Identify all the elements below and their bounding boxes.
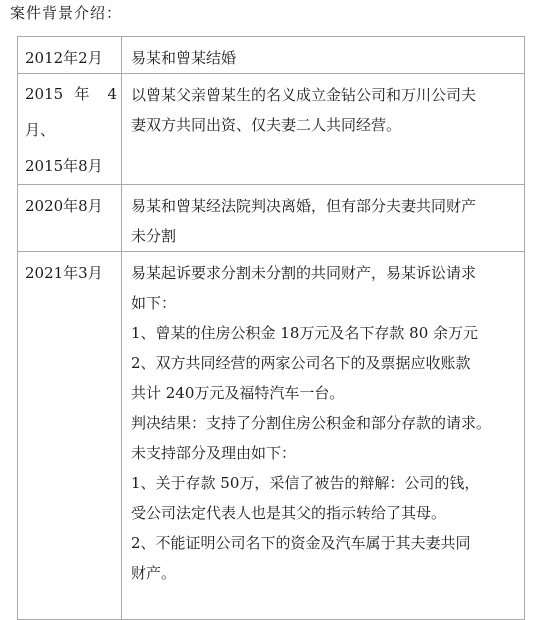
table-row: [18, 252, 525, 620]
description-text: 共计 240万元及福特汽车一台。: [131, 384, 345, 402]
date-text: 2015年8月: [25, 157, 103, 175]
description-cell: [122, 252, 525, 620]
date-cell: [18, 185, 122, 252]
table-row: [18, 185, 525, 252]
description-text: 妻双方共同出资、仅夫妻二人共同经营。: [131, 116, 402, 134]
date-cell: [18, 37, 122, 74]
date-text: 2015 年 4: [25, 85, 117, 103]
description-text: 以曾某父亲曾某生的名义成立金钻公司和万川公司夫: [131, 86, 477, 104]
description-text: 未分割: [131, 227, 177, 245]
description-text: 如下：: [131, 294, 177, 312]
description-cell: [122, 37, 525, 74]
case-timeline-table: [17, 36, 525, 620]
description-text: 易某和曾某结婚: [131, 49, 237, 67]
date-text: 2012年2月: [25, 49, 103, 67]
description-text: 受公司法定代表人也是其父的指示转给了其母。: [131, 504, 447, 522]
table-row: [18, 74, 525, 185]
date-text: 2021年3月: [25, 264, 103, 282]
description-text: 财产。: [131, 564, 177, 582]
page-heading: 案件背景介绍：: [10, 4, 123, 22]
description-text: 1、曾某的住房公积金 18万元及名下存款 80 余万元: [131, 324, 479, 342]
date-text: 2020年8月: [25, 197, 103, 215]
description-text: 未支持部分及理由如下：: [131, 444, 297, 462]
description-text: 1、关于存款 50万，采信了被告的辩解：公司的钱，: [131, 474, 480, 492]
table-row: [18, 37, 525, 74]
date-cell: [18, 74, 122, 185]
date-text: 月、: [25, 121, 56, 139]
description-cell: [122, 74, 525, 185]
description-text: 易某和曾某经法院判决离婚，但有部分夫妻共同财产: [131, 197, 477, 215]
description-text: 判决结果：支持了分割住房公积金和部分存款的请求。: [131, 414, 492, 432]
description-text: 易某起诉要求分割未分割的共同财产，易某诉讼请求: [131, 264, 477, 282]
description-cell: [122, 185, 525, 252]
description-text: 2、双方共同经营的两家公司名下的及票据应收账款: [131, 354, 471, 372]
date-cell: [18, 252, 122, 620]
description-text: 2、不能证明公司名下的资金及汽车属于其夫妻共同: [131, 534, 471, 552]
